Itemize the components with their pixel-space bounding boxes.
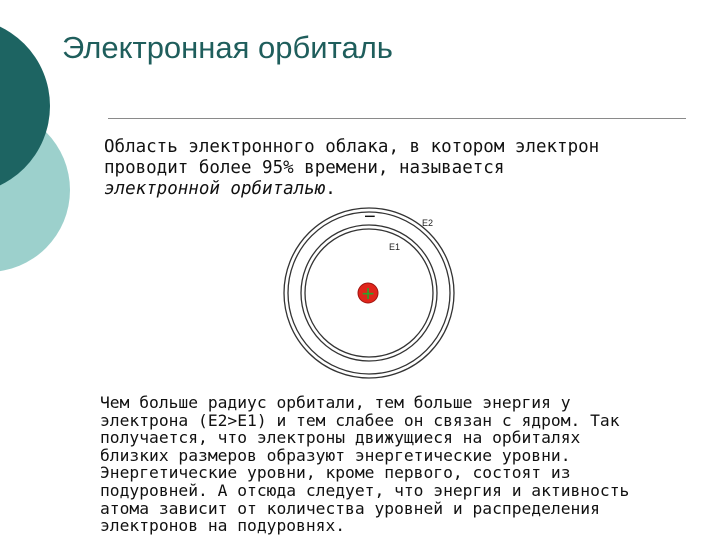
body-line: Чем больше радиус орбитали, тем больше энергия у [100,393,571,412]
intro-line-3 [104,179,704,200]
body-line: подуровней. А отсюда следует, что энергия и активность [100,480,630,500]
body-line: электрона (E2>E1) и тем слабее он связан с ядром. Так [100,410,620,430]
term-suffix: . [325,179,336,199]
electron-sign: − [364,206,376,228]
body-line: электронов на подуровнях. [100,516,346,536]
intro-paragraph [104,137,704,200]
atom-orbitals-diagram [282,205,458,381]
level-label-e2: E2 [422,218,434,228]
body-paragraph [100,394,700,535]
nucleus-sign: + [361,281,375,306]
body-line: Энергетические уровни, кроме первого, состоят из [100,463,571,483]
intro-line-1: Область электронного облака, в котором электрон [104,137,600,157]
slide-title: Электронная орбиталь [62,30,393,65]
body-line: атома зависит от количества уровней и распределения [100,498,600,518]
title-divider [108,118,686,119]
body-line: получается, что электроны движущиеся на орбиталях [100,428,581,448]
body-line: близких размеров образуют энергетические уровни. [100,445,571,465]
level-label-e1: E1 [389,242,401,252]
orbital-term: электронной орбиталью [104,179,326,199]
intro-line-2: проводит более 95% времени, называется [104,158,505,178]
